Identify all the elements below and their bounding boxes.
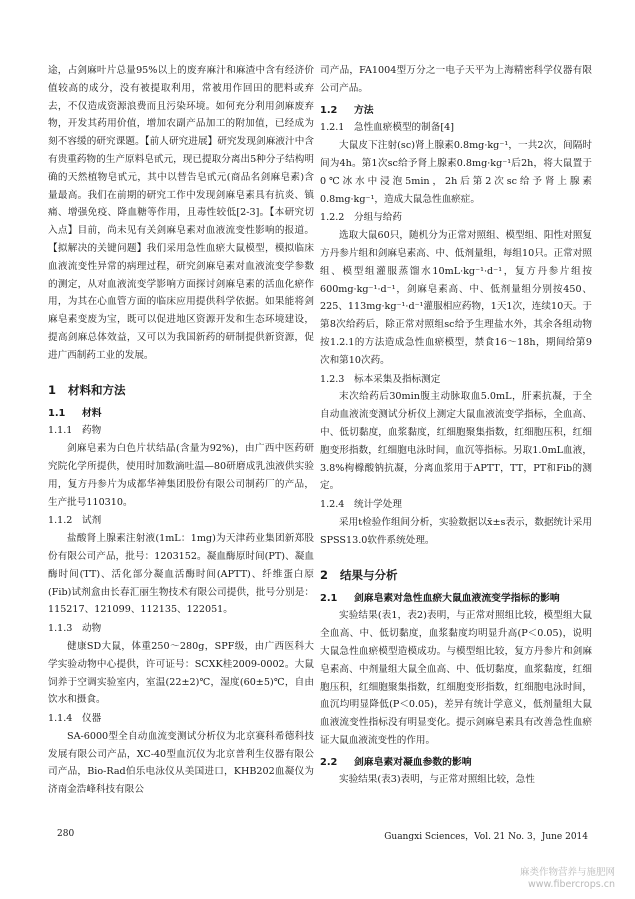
subsubsection-number: 1.1.4 [48,713,73,725]
page-number: 280 [57,829,75,839]
subsubsection-heading [320,209,592,227]
subsubsection-heading [48,422,314,440]
section-heading [320,566,592,584]
paragraph-instruments: SA-6000型全自动血流变测试分析仪为北京赛科希德科技发展有限公司产品，XC-40型血沉仪为北京普利生仪器有限公司产品，Bio-Rad伯乐电泳仪从美国进口，KHB202血凝仪为济南金浩峰科技有限公 [48,730,314,796]
section-number: 2 [320,567,329,582]
subsubsection-heading [48,512,314,530]
subsubsection-title: 试剂 [82,515,102,527]
subsection-heading [320,754,592,772]
subsubsection-title: 急性血瘀模型的制备[4] [354,122,454,134]
subsubsection-number: 1.2.2 [320,212,345,224]
watermark-title: 麻类作物营养与施肥网 [519,867,615,878]
paragraph-model: 大鼠皮下注射(sc)肾上腺素0.8mg·kg⁻¹，一共2次，间隔时间为4h。第1次sc给予肾上腺素0.8mg·kg⁻¹后2h，将大鼠置于0℃冰水中浸泡5min，2h后第2次sc给予肾上腺素0.8mg·kg⁻¹，造成大鼠急性血瘀症。 [320,140,592,205]
subsubsection-heading [320,496,592,514]
journal-info: Guangxi Sciences，Vol. 21 No. 3，June 2014 [384,832,588,842]
subsection-number: 2.2 [320,756,338,768]
paragraph-results-rheology: 实验结果(表1，表2)表明，与正常对照组比较，模型组大鼠全血高、中、低切黏度，血浆黏度均明显升高(P＜0.05)，说明大鼠急性血瘀模型造模成功。与模型组比较，复方丹参片和剑麻皂素高、中剂量组大鼠全血高、中、低切黏度，血浆黏度，红细胞压积，红细胞聚集指数，红细胞变形指数，红细胞电泳时间，血沉均明显降低(P＜0.05)，差异有统计学意义，低剂量组大鼠血液流变性指标没有明显变化。提示剑麻皂素具有改善急性血瘀证大鼠血液流变性的作用。 [320,610,592,746]
subsubsection-title: 分组与给药 [354,212,402,224]
paragraph-animals: 健康SD大鼠，体重250～280g，SPF级，由广西医科大学实验动物中心提供，许可证号：SCXK桂2009-0002。大鼠饲养于空调实验室内，室温(22±2)℃，湿度(60±5)℃，自由饮水和摄食。 [48,640,314,706]
section-number: 1 [48,382,57,397]
paragraph-grouping: 选取大鼠60只，随机分为正常对照组、模型组、阳性对照复方丹参片组和剑麻皂素高、中、低剂量组，每组10只。正常对照组、模型组灌服蒸馏水10mL·kg⁻¹·d⁻¹，复方丹参片组按600mg·kg⁻¹·d⁻¹，剑麻皂素高、中、低剂量组分别按450、225、113mg·kg⁻¹·d⁻¹灌服相应药物，1天1次，连续10天。于第8次给药后，除正常对照组sc给予生理盐水外，其余各组动物按1.2.1的方法造成急性血瘀模型，禁食16～18h，期间给第9次和第10次药。 [320,230,592,366]
paragraph-drugs: 剑麻皂素为白色片状结晶(含量为92%)，由广西中医药研究院化学所提供，使用时加数滴吐温—80研磨成乳浊液供实验用，复方丹参片为成都华神集团股份有限公司制药厂的产品，生产批号110310。 [48,443,314,508]
subsubsection-title: 动物 [82,623,102,635]
subsection-heading [48,405,314,423]
subsection-heading [320,102,592,120]
subsubsection-title: 药物 [82,425,102,437]
subsubsection-heading [320,119,592,137]
subsubsection-number: 1.1.3 [48,623,73,635]
subsection-title: 材料 [82,407,102,419]
subsubsection-number: 1.1.2 [48,515,73,527]
watermark [520,867,615,891]
subsection-title: 剑麻皂素对急性血瘀大鼠血液流变学指标的影响 [354,592,560,604]
watermark-url: www.fibercrops.cn [528,879,615,890]
subsection-title: 剑麻皂素对凝血参数的影响 [354,756,472,768]
subsection-number: 2.1 [320,592,338,604]
subsubsection-number: 1.2.1 [320,122,345,134]
paragraph-reagents: 盐酸肾上腺素注射液(1mL：1mg)为天津药业集团新郑股份有限公司产品，批号：1203152。凝血酶原时间(PT)、凝血酶时间(TT)、活化部分凝血活酶时间(APTT)、纤维蛋白原(Fib)试剂盒由长春汇丽生物技术有限公司提供，批号分别是：115217、121099、112135、122051。 [48,533,314,616]
section-title: 材料和方法 [68,382,126,397]
subsubsection-title: 统计学处理 [354,499,402,511]
subsubsection-title: 仪器 [82,713,102,725]
subsection-number: 1.2 [320,104,338,116]
paragraph-results-coagulation: 实验结果(表3)表明，与正常对照组比较，急性 [339,774,535,786]
section-heading [48,381,314,399]
subsubsection-heading [48,710,314,728]
subsection-number: 1.1 [48,407,66,419]
subsubsection-number: 1.2.4 [320,499,345,511]
intro-paragraph: 途，占剑麻叶片总量95%以上的废弃麻汁和麻渣中含有经济价值较高的成分，没有被提取利用，常被用作回田的肥料或弃去，不仅造成资源浪费而且污染环境。如何充分利用剑麻废弃物，开发其药用价值，增加农副产品加工的附加值，已经成为刻不容缓的研究课题。【前人研究进展】研究发现剑麻液汁中含有贵重药物的生产原料皂甙元，现已提取分离出5种分子结构明确的天然植物皂甙元，其中以替告皂甙元(商品名剑麻皂素)含量最高。我们在前期的研究工作中发现剑麻皂素具有抗炎、镇痛、增强免疫、降血糖等作用，且毒性较低[2-3]。【本研究切入点】目前，尚未见有关剑麻皂素对血液流变性影响的报道。【拟解决的关键问题】我们采用急性血瘀大鼠模型，模拟临床血液流变性异常的病理过程，研究剑麻皂素对血液流变学参数的测定，从对血液流变学影响方面探讨剑麻皂素的活血化瘀作用，为其在心血管方面的临床应用提供科学依据。如果能将剑麻皂素变废为宝，既可以促进地区资源开发和生态环境建设，提高剑麻总体效益，又可以为我国新药的研制提供新资源，促进广西制药工业的发展。 [48,65,314,361]
right-column [320,62,592,790]
subsubsection-heading [320,371,592,389]
subsection-heading [320,590,592,608]
subsubsection-heading [48,620,314,638]
subsection-title: 方法 [354,104,374,116]
paragraph-sampling: 末次给药后30min腹主动脉取血5.0mL，肝素抗凝，于全自动血液流变测试分析仪上测定大鼠血液流变学指标，全血高、中、低切黏度，血浆黏度，红细胞聚集指数，红细胞压积，红细胞变形指数，红细胞电泳时间，血沉等指标。另取1.0mL血液，3.8%枸橼酸钠抗凝，分离血浆用于APTT，TT，PT和Fib的测定。 [320,391,592,492]
paragraph-instruments-continued: 司产品，FA1004型万分之一电子天平为上海精密科学仪器有限公司产品。 [320,65,592,94]
subsubsection-title: 标本采集及指标测定 [354,373,441,385]
subsubsection-number: 1.2.3 [320,373,345,385]
paragraph-statistics: 采用t检验作组间分析，实验数据以x̄±s表示，数据统计采用SPSS13.0软件系统处理。 [320,516,592,546]
left-column [48,62,314,800]
section-title: 结果与分析 [340,567,398,582]
subsubsection-number: 1.1.1 [48,425,73,437]
